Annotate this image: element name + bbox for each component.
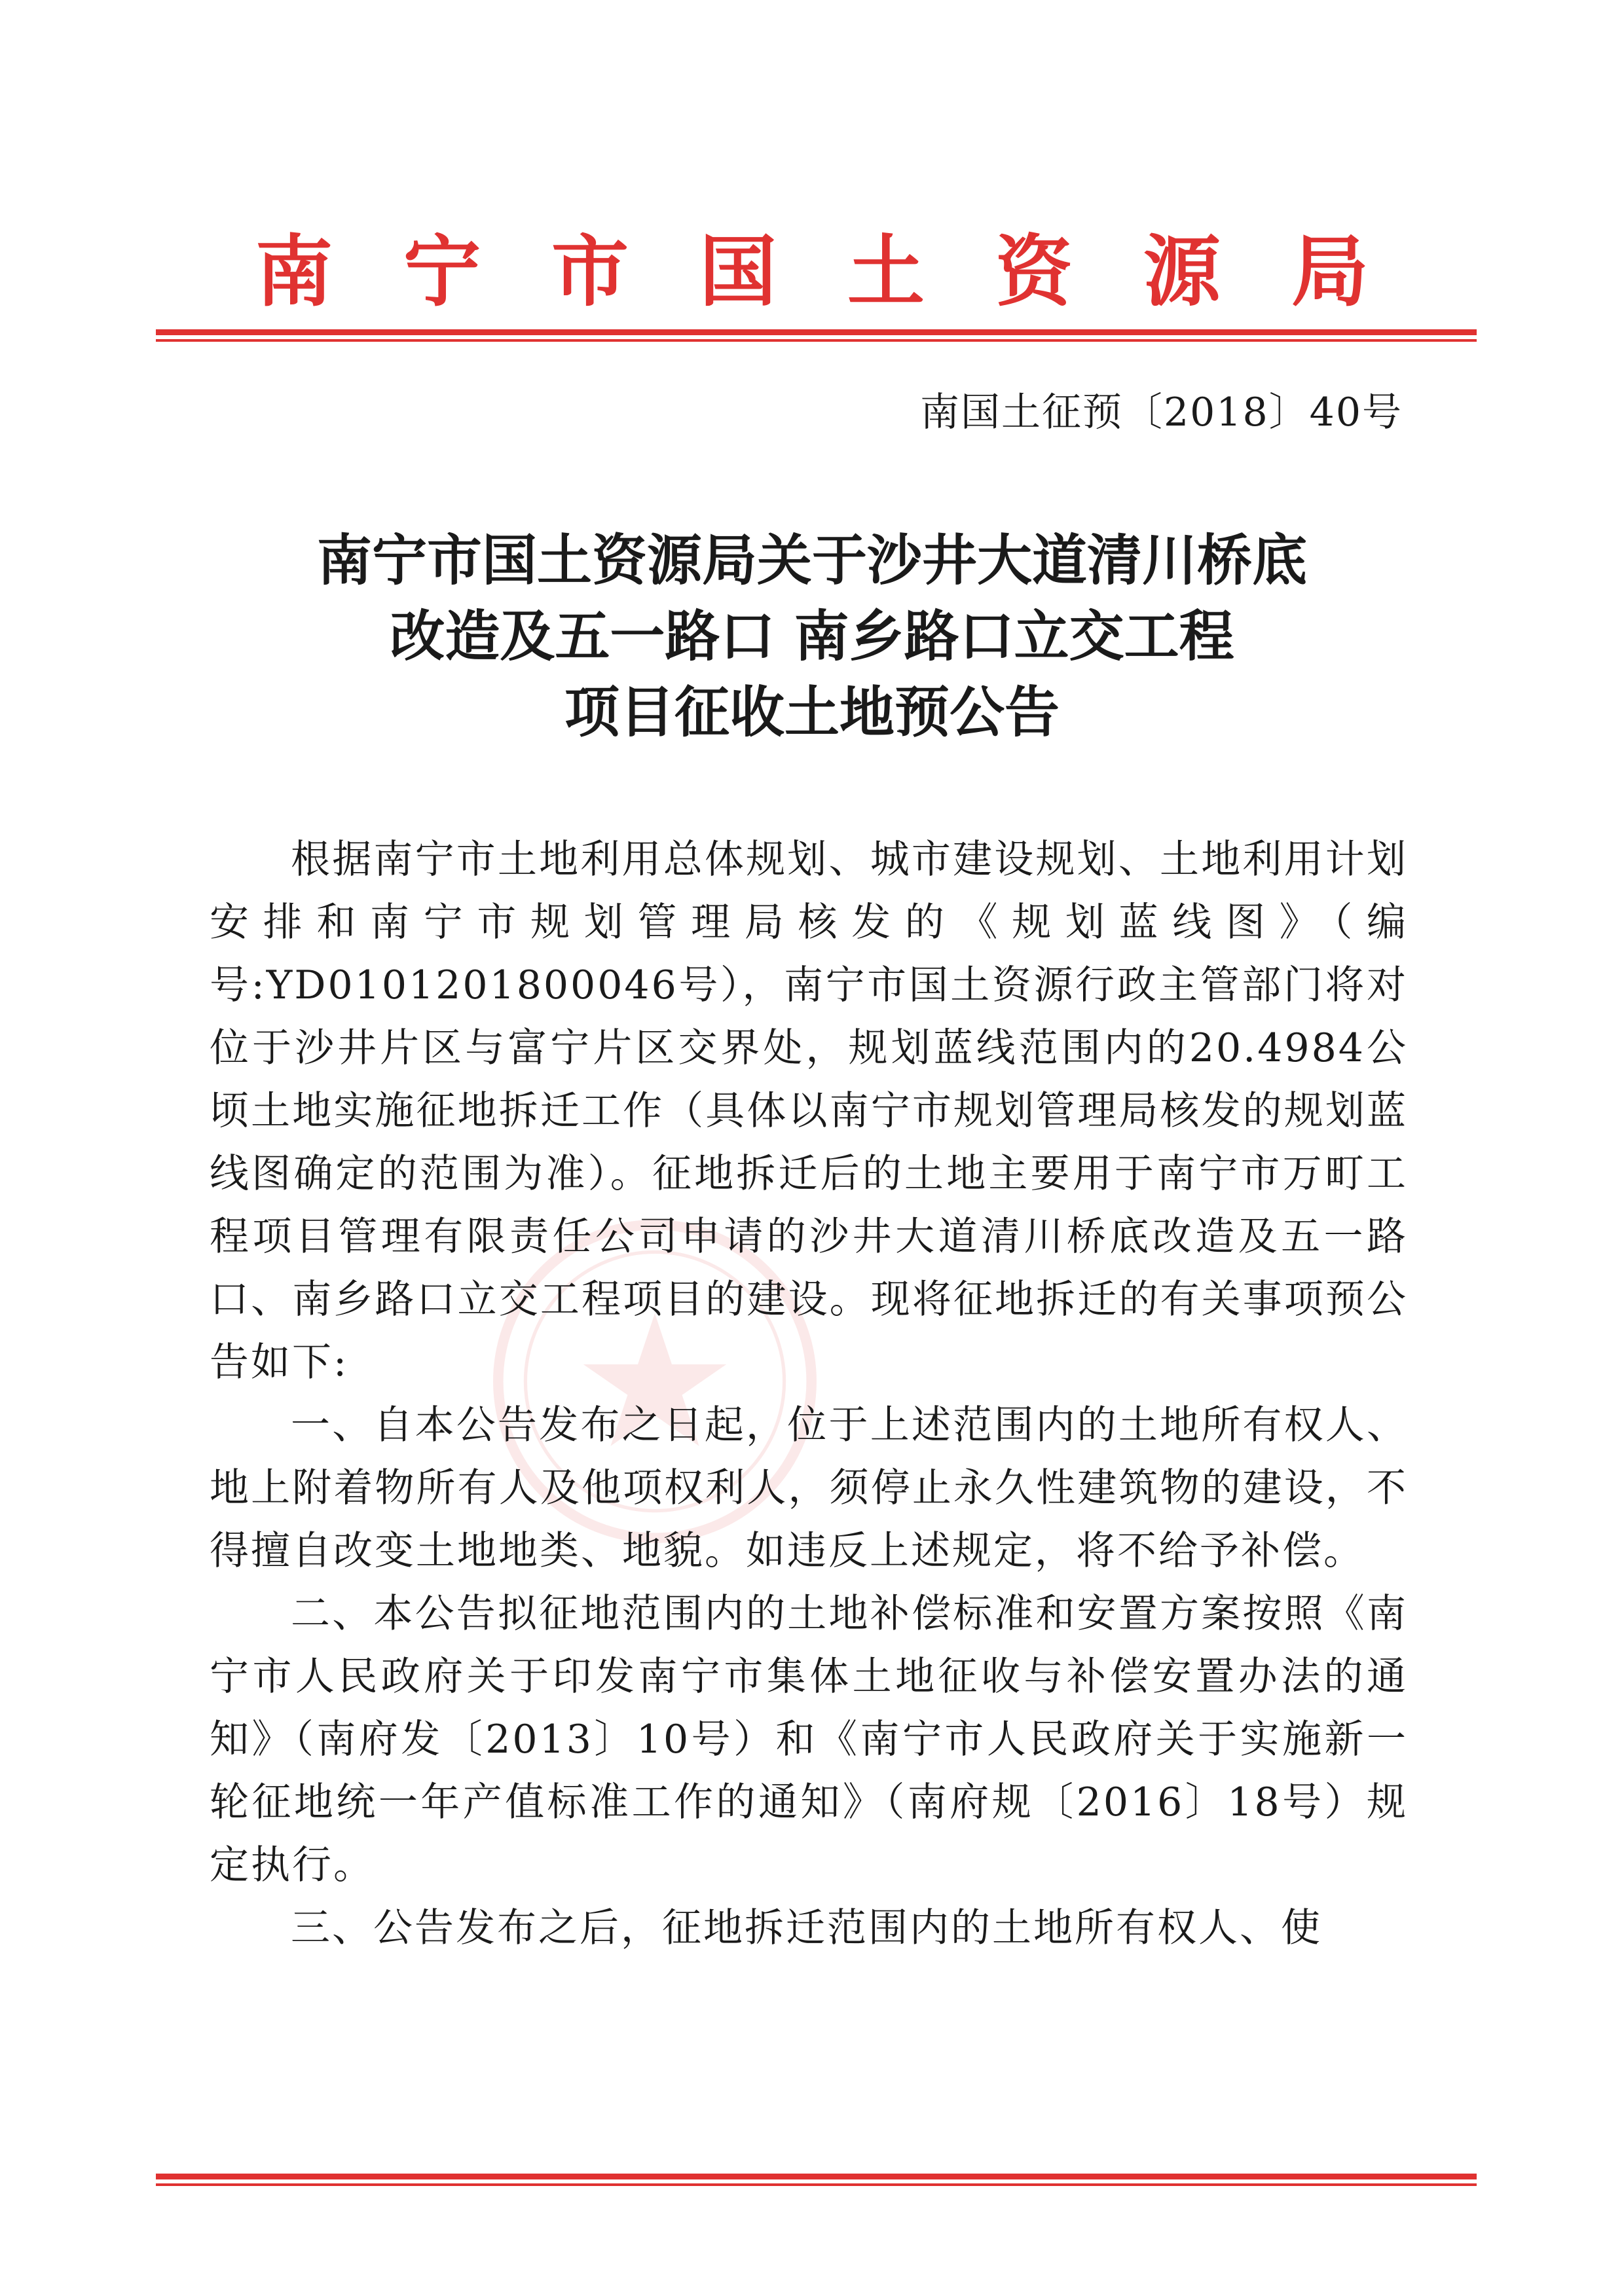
paragraph-item-3: 三、公告发布之后，征地拆迁范围内的土地所有权人、使 — [291, 1905, 1322, 1951]
header-rule-thin — [156, 339, 1477, 342]
title-line-2: 改造及五一路口 南乡路口立交工程 — [390, 604, 1234, 668]
paragraph-item-2: 二、本公告拟征地范围内的土地补偿标准和安置方案按照《南宁市人民政府关于印发南宁市集体土地征收与补偿安置办法的通知》（南府发〔2013〕10号）和《南宁市人民政府关于实施新一轮征地统一年产值标准工作的通知》（南府规〔2016〕18号）规定执行。 — [210, 1591, 1408, 1888]
paragraph-item-1: 一、自本公告发布之日起，位于上述范围内的土地所有权人、地上附着物所有人及他项权利人，须停止永久性建筑物的建设，不得擅自改变土地地类、地貌。如违反上述规定，将不给予补偿。 — [210, 1402, 1408, 1574]
title-line-1: 南宁市国土资源局关于沙井大道清川桥底 — [316, 528, 1307, 592]
document-number: 南国土征预〔2018〕40号 — [919, 390, 1403, 435]
paragraph-intro: 根据南宁市土地利用总体规划、城市建设规划、土地利用计划安排和南宁市规划管理局核发的《规划蓝线图》（编号:YD0101201800046号），南宁市国土资源行政主管部门将对位于沙井片区与富宁片区交界处，规划蓝线范围内的20.4984公顷土地实施征地拆迁工作（具体以南宁市规划管理局核发的规划蓝线图确定的范围为准）。征地拆迁后的土地主要用于南宁市万町工程项目管理有限责任公司申请的沙井大道清川桥底改造及五一路口、南乡路口立交工程项目的建设。现将征地拆迁的有关事项预公告如下: — [210, 837, 1408, 1385]
agency-header-title: 南宁市国土资源局 — [255, 226, 1439, 317]
footer-rule-thick — [156, 2174, 1477, 2179]
footer-rule-thin — [156, 2183, 1477, 2186]
header-rule-thick — [156, 329, 1477, 335]
title-line-3: 项目征收土地预公告 — [564, 680, 1060, 744]
document-title — [0, 522, 1624, 750]
notice-body — [210, 828, 1408, 1959]
